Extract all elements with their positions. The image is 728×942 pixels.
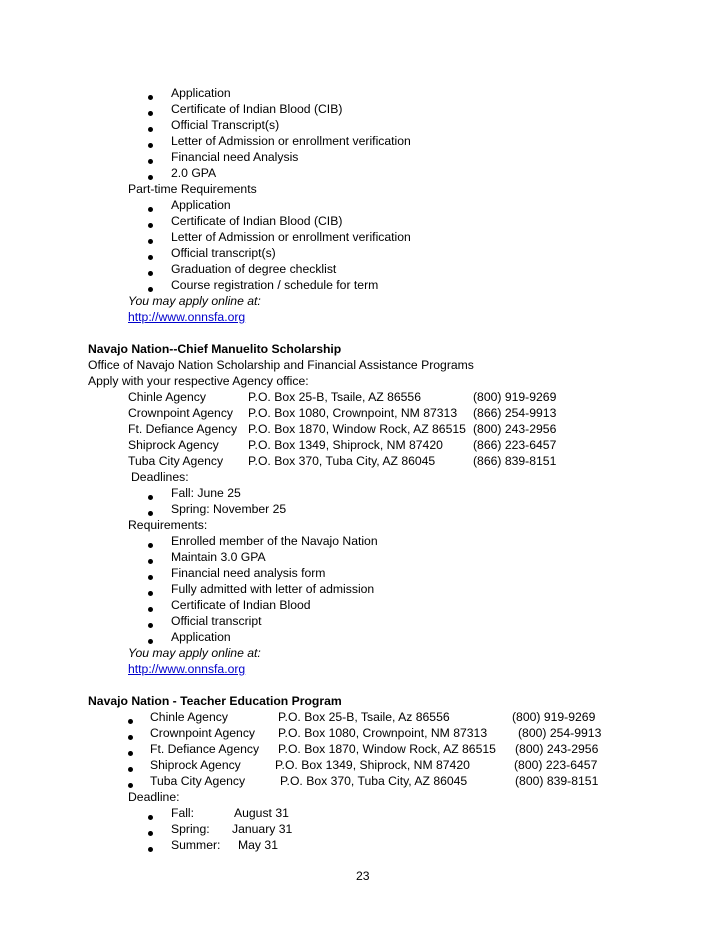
bullet-icon	[148, 95, 153, 100]
bullet-icon	[148, 559, 153, 564]
list-item: Fully admitted with letter of admission	[171, 582, 375, 596]
deadline-term: Fall:	[171, 806, 195, 820]
deadline-date: May 31	[238, 838, 278, 852]
agency-name: Tuba City Agency	[128, 454, 224, 468]
bullet-icon	[148, 207, 153, 212]
list-item: Certificate of Indian Blood (CIB)	[171, 214, 343, 228]
bullet-icon	[148, 175, 153, 180]
agency-phone: (800) 243-2956	[473, 422, 557, 436]
bullet-icon	[148, 111, 153, 116]
apply-online-text: You may apply online at:	[128, 646, 261, 660]
agency-address: P.O. Box 1349, Shiprock, NM 87420	[275, 758, 470, 772]
agency-phone: (800) 919-9269	[473, 390, 557, 404]
list-item: Application	[171, 198, 231, 212]
requirements-heading: Requirements:	[128, 518, 208, 532]
manuelito-apply-with: Apply with your respective Agency office:	[88, 374, 309, 388]
bullet-icon	[148, 127, 153, 132]
bullet-icon	[148, 607, 153, 612]
deadline-date: January 31	[232, 822, 293, 836]
bullet-icon	[148, 287, 153, 292]
agency-phone: (800) 243-2956	[515, 742, 599, 756]
agency-name: Shiprock Agency	[150, 758, 241, 772]
onnsfa-link[interactable]: http://www.onnsfa.org	[128, 310, 246, 324]
deadline-date: August 31	[234, 806, 289, 820]
agency-phone: (866) 223-6457	[473, 438, 557, 452]
teacher-program-title: Navajo Nation - Teacher Education Program	[88, 694, 342, 708]
deadline-heading: Deadline:	[128, 790, 180, 804]
list-item: Financial need analysis form	[171, 566, 326, 580]
list-item: Application	[171, 630, 231, 644]
bullet-icon	[148, 255, 153, 260]
list-item: Enrolled member of the Navajo Nation	[171, 534, 378, 548]
list-item: Spring: November 25	[171, 502, 287, 516]
bullet-icon	[148, 847, 153, 852]
list-item: Letter of Admission or enrollment verification	[171, 230, 411, 244]
agency-address: P.O. Box 1080, Crownpoint, NM 87313	[248, 406, 458, 420]
bullet-icon	[148, 271, 153, 276]
list-item: Course registration / schedule for term	[171, 278, 379, 292]
bullet-icon	[128, 735, 133, 740]
bullet-icon	[148, 591, 153, 596]
agency-address: P.O. Box 1349, Shiprock, NM 87420	[248, 438, 443, 452]
bullet-icon	[148, 543, 153, 548]
bullet-icon	[148, 511, 153, 516]
bullet-icon	[148, 575, 153, 580]
list-item: Official transcript(s)	[171, 246, 276, 260]
agency-phone: (800) 919-9269	[512, 710, 596, 724]
agency-phone: (866) 254-9913	[473, 406, 557, 420]
bullet-icon	[128, 751, 133, 756]
agency-name: Crownpoint Agency	[128, 406, 234, 420]
agency-phone: (800) 223-6457	[514, 758, 598, 772]
agency-address: P.O. Box 1870, Window Rock, AZ 86515	[248, 422, 466, 436]
agency-phone: (866) 839-8151	[473, 454, 557, 468]
onnsfa-link[interactable]: http://www.onnsfa.org	[128, 662, 246, 676]
list-item: Letter of Admission or enrollment verification	[171, 134, 411, 148]
bullet-icon	[148, 831, 153, 836]
list-item: Graduation of degree checklist	[171, 262, 337, 276]
agency-phone: (800) 254-9913	[518, 726, 602, 740]
agency-phone: (800) 839-8151	[515, 774, 599, 788]
agency-address: P.O. Box 1870, Window Rock, AZ 86515	[278, 742, 496, 756]
bullet-icon	[148, 639, 153, 644]
list-item: Official Transcript(s)	[171, 118, 280, 132]
agency-name: Chinle Agency	[128, 390, 206, 404]
list-item: Application	[171, 86, 231, 100]
deadlines-heading: Deadlines:	[131, 470, 189, 484]
list-item: Official transcript	[171, 614, 262, 628]
agency-name: Tuba City Agency	[150, 774, 246, 788]
agency-address: P.O. Box 370, Tuba City, AZ 86045	[248, 454, 436, 468]
parttime-heading: Part-time Requirements	[128, 182, 257, 196]
apply-link-wrapper	[128, 661, 245, 677]
deadline-term: Spring:	[171, 822, 210, 836]
list-item: Financial need Analysis	[171, 150, 299, 164]
list-item: 2.0 GPA	[171, 166, 217, 180]
agency-address: P.O. Box 25-B, Tsaile, AZ 86556	[248, 390, 421, 404]
apply-link-wrapper	[128, 309, 245, 325]
page-number: 23	[356, 869, 370, 883]
agency-name: Chinle Agency	[150, 710, 228, 724]
agency-address: P.O. Box 25-B, Tsaile, Az 86556	[278, 710, 450, 724]
bullet-icon	[148, 239, 153, 244]
list-item: Certificate of Indian Blood (CIB)	[171, 102, 343, 116]
bullet-icon	[128, 767, 133, 772]
bullet-icon	[148, 143, 153, 148]
agency-name: Shiprock Agency	[128, 438, 219, 452]
bullet-icon	[148, 223, 153, 228]
manuelito-title: Navajo Nation--Chief Manuelito Scholarship	[88, 342, 342, 356]
bullet-icon	[148, 623, 153, 628]
bullet-icon	[148, 159, 153, 164]
agency-address: P.O. Box 1080, Crownpoint, NM 87313	[278, 726, 488, 740]
agency-name: Crownpoint Agency	[150, 726, 256, 740]
agency-name: Ft. Defiance Agency	[150, 742, 260, 756]
agency-address: P.O. Box 370, Tuba City, AZ 86045	[280, 774, 468, 788]
apply-online-text: You may apply online at:	[128, 294, 261, 308]
bullet-icon	[128, 783, 133, 788]
bullet-icon	[148, 495, 153, 500]
bullet-icon	[148, 815, 153, 820]
list-item: Maintain 3.0 GPA	[171, 550, 266, 564]
list-item: Fall: June 25	[171, 486, 241, 500]
agency-name: Ft. Defiance Agency	[128, 422, 238, 436]
manuelito-office: Office of Navajo Nation Scholarship and Financial Assistance Programs	[88, 358, 474, 372]
bullet-icon	[128, 719, 133, 724]
list-item: Certificate of Indian Blood	[171, 598, 311, 612]
deadline-term: Summer:	[171, 838, 221, 852]
